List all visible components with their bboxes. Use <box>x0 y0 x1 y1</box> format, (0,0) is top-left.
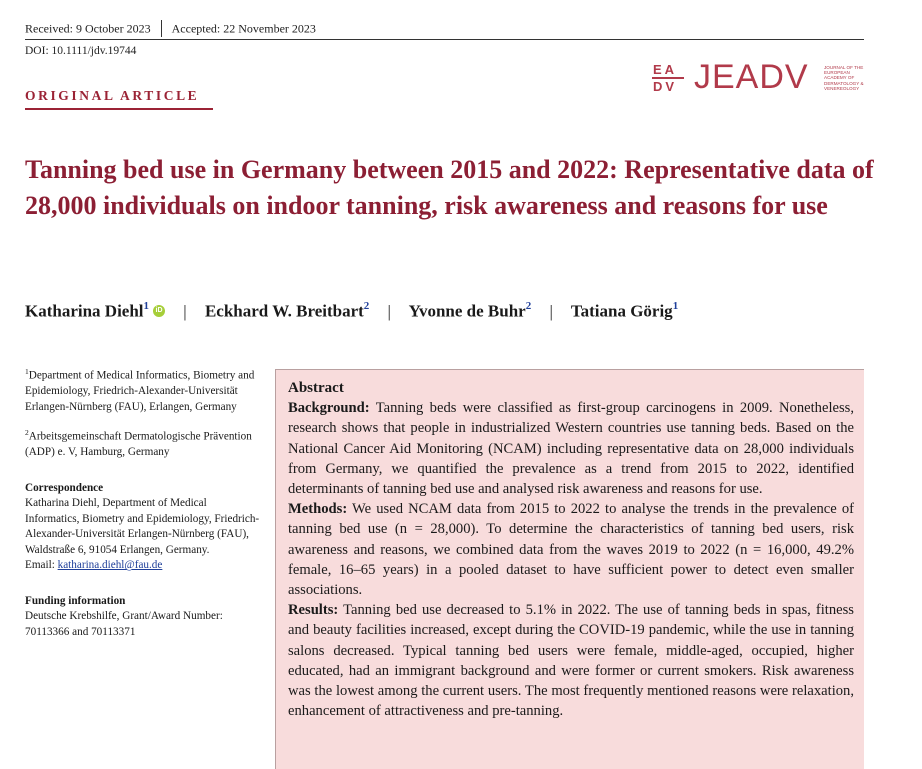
correspondence <box>25 481 260 574</box>
eadv-mark-icon: EA DV <box>652 62 686 96</box>
author-affiliation-ref[interactable]: 2 <box>525 300 532 312</box>
header-rule <box>25 39 864 40</box>
divider <box>161 20 162 37</box>
funding-heading: Funding information <box>25 594 126 607</box>
received-date: Received: 9 October 2023 <box>25 21 151 36</box>
article-type-underline <box>25 108 213 110</box>
doi[interactable]: DOI: 10.1111/jdv.19744 <box>25 45 137 57</box>
affiliation-1: $^1$Department of Medical Informatics, Biometry and Epidemiology, Friedrich-Alexander-Universität Erlangen-Nürnberg (FAU), Erlangen, Germany <box>25 367 255 413</box>
author-separator: | <box>183 301 187 321</box>
accepted-date: Accepted: 22 November 2023 <box>171 21 316 36</box>
funding-text: Deutsche Krebshilfe, Grant/Award Number: 70113366 and 70113371 <box>25 610 223 638</box>
abstract-results: Results: Tanning bed use decreased to 5.1% in 2022. The use of tanning beds in spas, fitness and beauty facilities increased, except during the COVID-19 pandemic, while the use in tanning salons decreased. Typical tanning bed users were female, middle-aged, occupied, higher educated, had an immigrant background and were former or current smokers. Risk awareness was the lowest among the current users. The most frequently mentioned reasons were relaxation, enhancement of attractiveness and pre-tanning. <box>288 602 854 720</box>
author-separator: | <box>549 301 553 321</box>
sidebar-info <box>25 364 260 650</box>
correspondence-heading: Correspondence <box>25 481 104 494</box>
abstract-background: Background: Tanning beds were classified as first-group carcinogens in 2009. Nonetheless, research shows that people in industrialized Western countries use tanning beds. Based on the National Cancer Aid Monitoring (NCAM) including representative data on 28,000 individuals from Germany, we quantified the prevalence as a trend from 2015 to 2022, identified determinants of tanning bed use and analysed risk awareness and reasons for use. <box>288 400 854 498</box>
author-affiliation-ref[interactable]: 2 <box>363 300 370 312</box>
abstract-methods: Methods: We used NCAM data from 2015 to 2022 to analyse the trends in the prevalence of tanning bed use (n = 28,000). To determine the characteristics of tanning bed users, risk awareness and reasons, we combined data from the waves 2019 to 2022 (n = 16,000, 49.2% female, 16–65 years) in a pooled dataset to have sufficient power to detect even smaller associations. <box>288 501 854 599</box>
article-type: ORIGINAL ARTICLE <box>25 88 200 103</box>
email-link[interactable]: katharina.diehl@fau.de <box>57 559 163 572</box>
author-affiliation-ref[interactable]: 1 <box>143 300 150 312</box>
author-name[interactable]: Yvonne de Buhr <box>408 301 526 321</box>
abstract-box <box>275 369 864 769</box>
author-separator: | <box>387 301 391 321</box>
author-name[interactable]: Eckhard W. Breitbart <box>204 301 364 321</box>
author-list <box>25 301 678 322</box>
author-name[interactable]: Tatiana Görig <box>570 301 673 321</box>
article-title: Tanning bed use in Germany between 2015 and 2022: Representative data of 28,000 individuals on indoor tanning, risk awareness and reasons for use <box>25 155 874 220</box>
abstract-heading: Abstract <box>288 380 344 396</box>
logo-subtitle: JOURNAL OF THE EUROPEAN ACADEMY OF DERMATOLOGY & VENEREOLOGY <box>824 65 864 91</box>
author-name[interactable]: Katharina Diehl <box>25 301 144 321</box>
abstract-content <box>288 378 854 721</box>
affiliation-2: $^2$Arbeitsgemeinschaft Dermatologische Prävention (ADP) e. V, Hamburg, Germany <box>25 428 252 459</box>
email-label: Email: <box>25 559 58 572</box>
logo-wordmark: JEADV <box>694 58 809 96</box>
funding-info <box>25 594 260 641</box>
orcid-icon[interactable]: iD <box>153 305 165 317</box>
author-affiliation-ref[interactable]: 1 <box>672 300 679 312</box>
publication-dates <box>25 21 316 38</box>
correspondence-text: Katharina Diehl, Department of Medical Informatics, Biometry and Epidemiology, Friedrich-Alexander-Universität Erlangen-Nürnberg (FAU), Waldstraße 6, 91054 Erlangen, Germany. <box>25 497 260 556</box>
